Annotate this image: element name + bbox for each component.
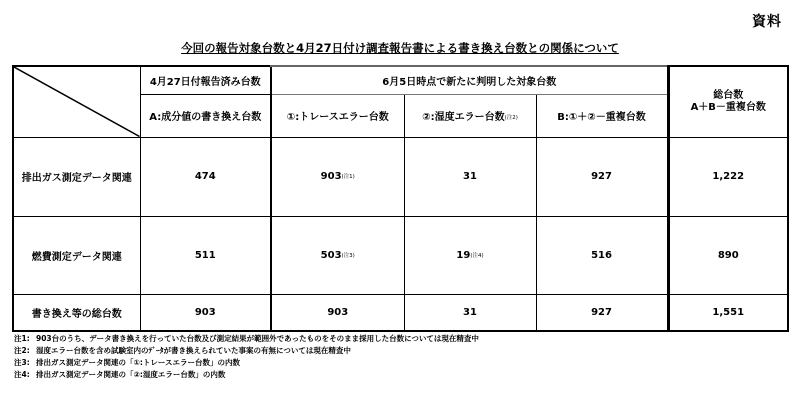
note-ref: (注3) [341, 252, 355, 259]
note-ref: (注4) [470, 252, 484, 259]
table-row [13, 137, 788, 216]
header-reported-group: 4月27日付報告済み台数 [140, 66, 271, 94]
page-title: 今回の報告対象台数と4月27日付け調査報告書による書き換え台数との関係について [181, 41, 619, 55]
header-total-line1: 総台数 [713, 89, 744, 101]
cell-total: 1,222 [668, 137, 788, 216]
footnote [14, 333, 479, 345]
footnote-text: 排出ガス測定データ関連の「②:湿度エラー台数」の内数 [36, 370, 226, 379]
footnote-label: 注3: [14, 358, 30, 367]
cell-a: 511 [140, 216, 271, 294]
header-col-2-label: ②:湿度エラー台数 [422, 112, 505, 123]
table-row [13, 216, 788, 294]
diagonal-corner-cell [13, 66, 140, 137]
table-row-total [13, 294, 788, 331]
cell-1: 903 [271, 294, 404, 331]
cell-2: 31 [404, 294, 536, 331]
cell-1-value: 903 [320, 171, 342, 182]
cell-1 [271, 137, 404, 216]
note-ref: (注2) [504, 115, 518, 121]
row-label: 燃費測定データ関連 [13, 216, 140, 294]
footnote-text: 903台のうち、データ書き換えを行っていた台数及び測定結果が範囲外であったものをそのまま採用した台数については現在精査中 [36, 334, 479, 343]
cell-a: 903 [140, 294, 271, 331]
header-total-line2: A＋B－重複台数 [690, 101, 766, 113]
footnote [14, 369, 479, 381]
footnote-label: 注2: [14, 346, 30, 355]
cell-total: 1,551 [668, 294, 788, 331]
cell-total: 890 [668, 216, 788, 294]
cell-1-value: 503 [320, 249, 342, 261]
cell-b: 927 [536, 137, 668, 216]
note-ref: (注1) [341, 174, 355, 180]
document-label: 資料 [752, 14, 782, 30]
footnote-text: 湿度エラー台数を含め試験室内のﾃﾞｰﾀが書き換えられていた事案の有無については現在精査中 [36, 346, 351, 355]
header-total [668, 66, 788, 137]
footnotes [14, 333, 479, 381]
footnote [14, 357, 479, 369]
cell-1 [271, 216, 404, 294]
header-col-a: A:成分値の書き換え台数 [140, 94, 271, 137]
footnote-text: 排出ガス測定データ関連の「①:トレースエラー台数」の内数 [36, 358, 240, 367]
row-label: 排出ガス測定データ関連 [13, 137, 140, 216]
relationship-table [12, 65, 789, 332]
row-label: 書き換え等の総台数 [13, 294, 140, 331]
diagonal-line-icon [14, 67, 140, 137]
header-row-1 [13, 66, 788, 94]
cell-2-value: 19 [456, 249, 471, 261]
footnote [14, 345, 479, 357]
cell-2 [404, 137, 536, 216]
footnote-label: 注1: [14, 334, 30, 343]
header-col-2 [404, 94, 536, 137]
cell-2-value: 31 [463, 171, 477, 182]
header-col-b: B:①＋②－重複台数 [536, 94, 668, 137]
cell-2 [404, 216, 536, 294]
footnote-label: 注4: [14, 370, 30, 379]
header-col-1: ①:トレースエラー台数 [271, 94, 404, 137]
cell-b: 927 [536, 294, 668, 331]
header-new-group: 6月5日時点で新たに判明した対象台数 [271, 66, 668, 94]
cell-a: 474 [140, 137, 271, 216]
cell-b: 516 [536, 216, 668, 294]
